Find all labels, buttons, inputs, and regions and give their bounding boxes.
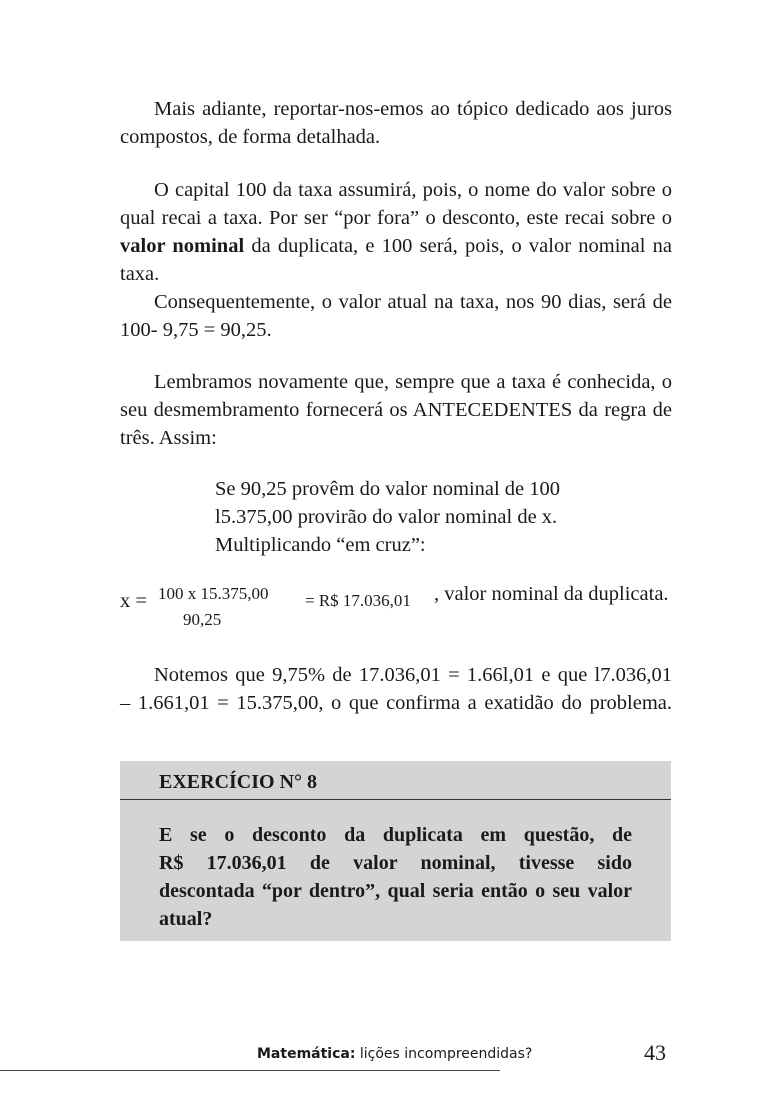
text-line: O capital 100 da taxa assumirá, pois, o nome do valor sobre o bbox=[154, 179, 672, 201]
formula-denominator: 90,25 bbox=[183, 610, 222, 629]
text-line: 100- 9,75 = 90,25. bbox=[120, 319, 272, 341]
paragraph-notemos bbox=[120, 661, 672, 717]
paragraph-juros-compostos bbox=[120, 95, 672, 151]
text-line: R$ 17.036,01 de valor nominal, tivesse sido bbox=[159, 852, 632, 874]
footer-book-title bbox=[257, 1046, 532, 1062]
text-line: Se 90,25 provêm do valor nominal de 100 bbox=[215, 478, 561, 500]
exercise-title: EXERCÍCIO N° 8 bbox=[159, 771, 318, 793]
text-line: l5.375,00 provirão do valor nominal de x. bbox=[215, 506, 558, 528]
paragraph-capital-100 bbox=[120, 176, 672, 288]
text-line: Notemos que 9,75% de 17.036,01 = 1.66l,01 e que l7.036,01 bbox=[154, 664, 672, 686]
footer-divider bbox=[0, 1070, 500, 1071]
text-line: descontada “por dentro”, qual seria então o seu valor bbox=[159, 880, 632, 902]
text-line: compostos, de forma detalhada. bbox=[120, 126, 381, 148]
paragraph-consequentemente bbox=[120, 288, 672, 344]
formula-x-label: x = bbox=[120, 590, 147, 612]
footer-book-title-bold: Matemática: bbox=[257, 1046, 356, 1062]
formula-trailing-text: , valor nominal da duplicata. bbox=[434, 583, 669, 605]
text-line: qual recai a taxa. Por ser “por fora” o desconto, este recai sobre o bbox=[120, 207, 672, 229]
footer-book-title-rest: lições incompreendidas? bbox=[355, 1046, 533, 1062]
text-line: três. Assim: bbox=[120, 427, 217, 449]
text-line: taxa. bbox=[120, 263, 160, 285]
exercise-divider bbox=[120, 799, 671, 800]
text-line: – 1.661,01 = 15.375,00, o que confirma a exatidão do problema. bbox=[120, 692, 672, 714]
formula-numerator: 100 x 15.375,00 bbox=[158, 584, 269, 603]
page-number: 43 bbox=[644, 1040, 666, 1065]
text-line: E se o desconto da duplicata em questão, de bbox=[159, 824, 632, 846]
text-line bbox=[120, 232, 672, 260]
text-line: seu desmembramento fornecerá os ANTECEDENTES da regra de bbox=[120, 399, 672, 421]
text-line: atual? bbox=[159, 908, 213, 930]
bold-term: valor nominal bbox=[120, 235, 245, 257]
formula-result: = R$ 17.036,01 bbox=[305, 591, 411, 610]
rule-of-three-block bbox=[215, 475, 560, 559]
paragraph-lembramos bbox=[120, 368, 672, 452]
text-line: Lembramos novamente que, sempre que a taxa é conhecida, o bbox=[154, 371, 672, 393]
text-line: Consequentemente, o valor atual na taxa, nos 90 dias, será de bbox=[154, 291, 672, 313]
exercise-question bbox=[159, 821, 632, 933]
exercise-box bbox=[120, 761, 671, 941]
text-line: Multiplicando “em cruz”: bbox=[215, 534, 426, 556]
text-segment: da duplicata, e 100 será, pois, o valor nominal na bbox=[244, 235, 672, 257]
text-line: Mais adiante, reportar-nos-emos ao tópico dedicado aos juros bbox=[154, 98, 672, 120]
